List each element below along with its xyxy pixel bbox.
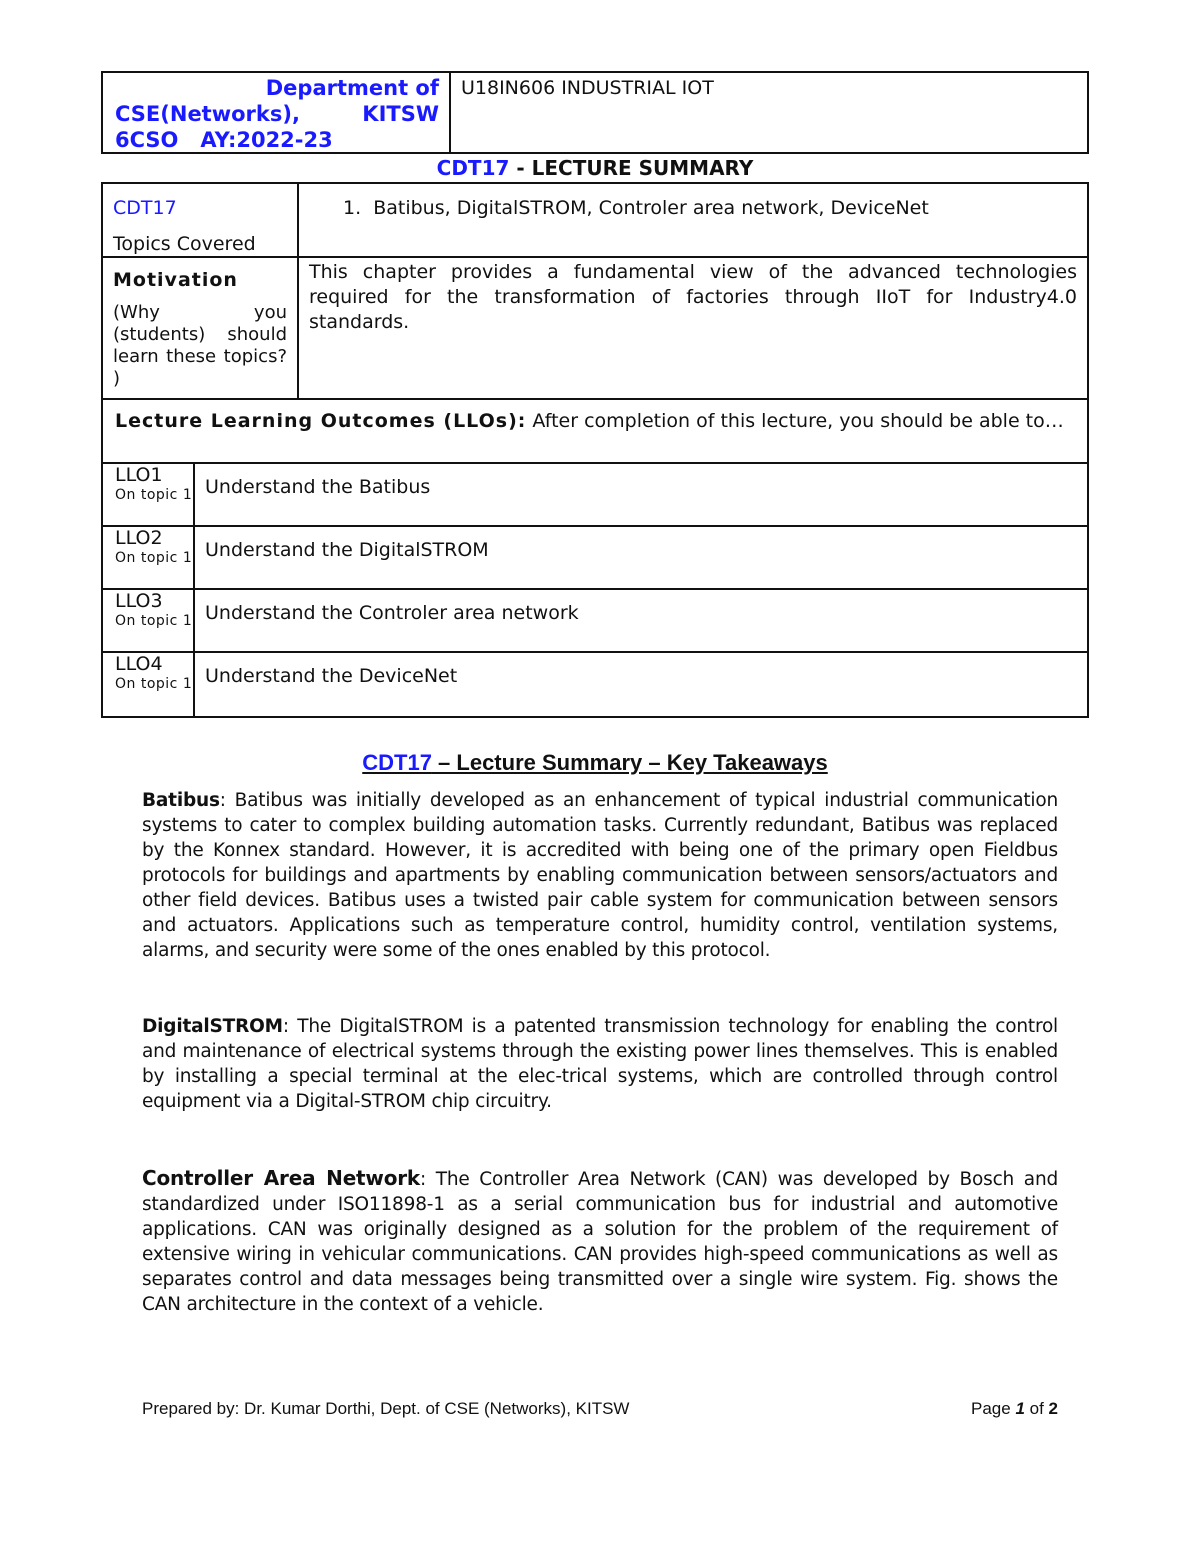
- key-takeaways-code: CDT17: [362, 750, 432, 775]
- topics-label: Topics Covered: [113, 233, 256, 255]
- llo-label-cell: [103, 464, 195, 525]
- department-name: CSE(Networks),: [115, 102, 300, 126]
- lecture-title-text: - LECTURE SUMMARY: [509, 156, 754, 180]
- takeaway-digitalstrom: [142, 1014, 1058, 1114]
- takeaway-heading: Controller Area Network: [142, 1166, 421, 1190]
- takeaway-can: [142, 1166, 1058, 1317]
- section-year: 6CSO AY:2022-23: [115, 128, 333, 152]
- takeaway-heading: DigitalSTROM: [142, 1016, 283, 1037]
- header-table: [101, 71, 1089, 154]
- topics-label-cell: [103, 184, 299, 256]
- llo-label-cell: [103, 590, 195, 651]
- llo-code: LLO2: [115, 527, 163, 549]
- prepared-by: Prepared by: Dr. Kumar Dorthi, Dept. of CSE (Networks), KITSW: [142, 1399, 630, 1418]
- department-cell: [103, 73, 451, 152]
- llo-topic: On topic 1: [115, 676, 193, 692]
- motivation-subtitle: (Why you (students) should learn these topics? ): [113, 302, 287, 389]
- takeaway-batibus: [142, 788, 1058, 963]
- llo-text: Understand the DeviceNet: [205, 665, 458, 687]
- llo-row: [103, 464, 1087, 527]
- llo-label-cell: [103, 527, 195, 588]
- llo-code: LLO3: [115, 590, 163, 612]
- page-number: [971, 1398, 1058, 1420]
- department-line-2: [115, 101, 439, 127]
- page-current: 1: [1015, 1399, 1025, 1418]
- llo-header-row: [103, 400, 1087, 464]
- topics-code: CDT17: [113, 197, 177, 219]
- department-line-1: Department of: [265, 76, 439, 100]
- llo-topic: On topic 1: [115, 550, 193, 566]
- llo-topic: On topic 1: [115, 487, 193, 503]
- llo-header-text: After completion of this lecture, you should be able to…: [526, 410, 1064, 432]
- llo-code: LLO1: [115, 464, 163, 486]
- llo-code: LLO4: [115, 653, 163, 675]
- llo-text: Understand the Controler area network: [205, 602, 579, 624]
- lecture-summary-title: [101, 155, 1089, 181]
- llo-text: Understand the DigitalSTROM: [205, 539, 489, 561]
- topics-row: [103, 184, 1087, 258]
- course-title: U18IN606 INDUSTRIAL IOT: [461, 77, 714, 99]
- takeaway-heading: Batibus: [142, 790, 220, 811]
- key-takeaways-title: [101, 748, 1089, 778]
- llo-header-label: Lecture Learning Outcomes (LLOs):: [115, 410, 527, 432]
- motivation-title: Motivation: [113, 269, 238, 291]
- key-takeaways-title-text: – Lecture Summary – Key Takeaways: [431, 750, 828, 775]
- institute-name: KITSW: [362, 102, 439, 126]
- page-footer: [142, 1398, 1058, 1420]
- takeaway-text: : The DigitalSTROM is a patented transmission technology for enabling the control and maintenance of electrical systems through the existing power lines themselves. This is enabled by installing a special terminal at the elec-trical systems, which are controlled through control equipment via a Digital-STROM chip circuitry.: [142, 1016, 1058, 1112]
- llo-label-cell: [103, 653, 195, 716]
- page-total: 2: [1048, 1399, 1058, 1418]
- page-mid: of: [1024, 1399, 1049, 1418]
- takeaway-text: : Batibus was initially developed as an enhancement of typical industrial communication systems to cater to complex building automation tasks. Currently redundant, Batibus was replaced by the Konnex standard. However, it is accredited with being one of the primary open Fieldbus protocols for buildings and apartments by enabling communication between sensors/actuators and other field devices. Batibus uses a twisted pair cable system for communication between sensors and actuators. Applications such as temperature control, humidity control, ventilation systems, alarms, and security were some of the ones enabled by this protocol.: [142, 790, 1058, 961]
- lecture-code: CDT17: [436, 156, 510, 180]
- motivation-label-cell: [103, 258, 299, 398]
- motivation-row: [103, 258, 1087, 400]
- topics-list: 1. Batibus, DigitalSTROM, Controler area network, DeviceNet: [343, 197, 929, 219]
- llo-row: [103, 653, 1087, 716]
- llo-row: [103, 527, 1087, 590]
- llo-text: Understand the Batibus: [205, 476, 431, 498]
- llo-row: [103, 590, 1087, 653]
- lecture-summary-table: [101, 182, 1089, 718]
- motivation-text: This chapter provides a fundamental view of the advanced technologies required for the transformation of factories through IIoT for Industry4.0 standards.: [309, 261, 1077, 333]
- takeaway-text: : The Controller Area Network (CAN) was developed by Bosch and standardized under ISO11898-1 as a serial communication bus for industrial and automotive applications. CAN was originally designed as a solution for the problem of the requirement of extensive wiring in vehicular communications. CAN provides high-speed communications as well as separates control and data messages being transmitted over a single wire system. Fig. shows the CAN architecture in the context of a vehicle.: [142, 1169, 1059, 1315]
- llo-topic: On topic 1: [115, 613, 193, 629]
- page-prefix: Page: [971, 1399, 1016, 1418]
